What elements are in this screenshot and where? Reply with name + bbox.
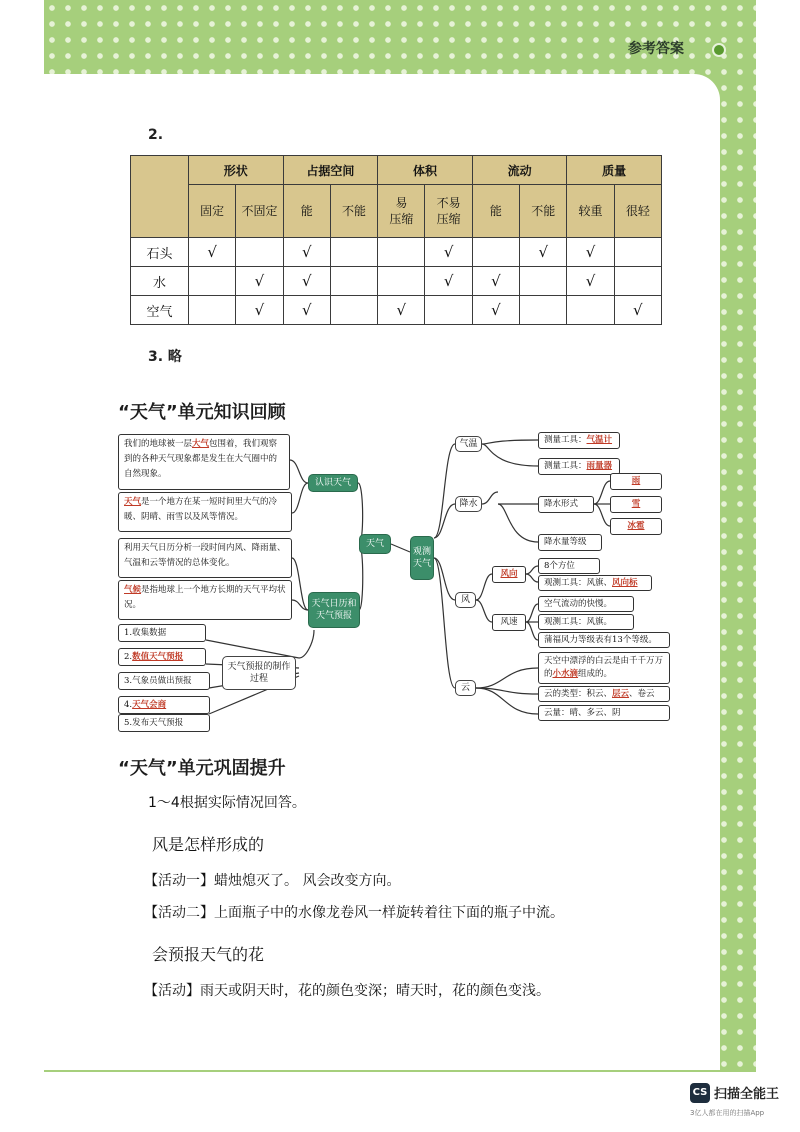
- header-title: 参考答案: [628, 41, 684, 57]
- group-header: 质量: [567, 156, 662, 185]
- answer-line-1: 1～4根据实际情况回答。: [148, 795, 306, 811]
- precipitation-node: 降水: [455, 496, 482, 512]
- header-dot-icon: [712, 43, 726, 57]
- check-cell: [472, 238, 519, 267]
- check-cell: [520, 296, 567, 325]
- sub-header: 易 压缩: [378, 185, 425, 238]
- table-row: [131, 296, 662, 325]
- properties-table: [130, 155, 662, 325]
- check-cell: √: [472, 296, 519, 325]
- activity-2: 【活动二】上面瓶子中的水像龙卷风一样旋转着往下面的瓶子中流。: [144, 905, 564, 921]
- sub-header: 不固定: [236, 185, 283, 238]
- table-corner: [131, 156, 189, 238]
- calendar-forecast-node: 天气日历和天气预报: [308, 592, 360, 628]
- check-cell: [614, 267, 661, 296]
- group-header: 流动: [472, 156, 567, 185]
- check-cell: √: [425, 267, 472, 296]
- atmosphere-box: 我们的地球被一层大气包围着，我们观察到的各种天气现象都是发生在大气圈中的自然现象。: [118, 434, 290, 490]
- check-cell: [330, 267, 377, 296]
- rain-form-hail: 冰雹: [610, 518, 662, 535]
- check-cell: √: [567, 238, 614, 267]
- activity-1: 【活动一】蜡烛熄灭了。 风会改变方向。: [144, 873, 401, 889]
- cloud-item: 云量：晴、多云、阴: [538, 705, 670, 721]
- observe-weather-node: 观测天气: [410, 536, 434, 580]
- forecast-step-5: 5.发布天气预报: [118, 714, 210, 732]
- subtitle-wind: 风是怎样形成的: [152, 835, 265, 854]
- check-cell: [520, 267, 567, 296]
- question-2-number: 2.: [148, 127, 164, 143]
- scanner-logo-icon: CS: [690, 1083, 710, 1103]
- row-header: 水: [131, 267, 189, 296]
- temperature-node: 气温: [455, 436, 482, 452]
- scanner-watermark-subtitle: 3亿人都在用的扫描App: [690, 1109, 765, 1117]
- group-header: 形状: [189, 156, 284, 185]
- sub-header: 不能: [330, 185, 377, 238]
- wind-speed-node: 风速: [492, 614, 526, 631]
- rain-tool-box: 测量工具：雨量器: [538, 458, 620, 475]
- wind-speed-item: 观测工具：风旗。: [538, 614, 634, 630]
- check-cell: [614, 238, 661, 267]
- check-cell: √: [520, 238, 567, 267]
- forecast-process-node: 天气预报的制作过程: [222, 656, 296, 690]
- group-header: 体积: [378, 156, 473, 185]
- check-cell: [236, 238, 283, 267]
- rain-form-snow: 雪: [610, 496, 662, 513]
- table-row: [131, 238, 662, 267]
- sub-header: 很轻: [614, 185, 661, 238]
- cloud-item: 天空中漂浮的白云是由千千万万的小水滴组成的。: [538, 652, 670, 684]
- wind-speed-item: 空气流动的快慢。: [538, 596, 634, 612]
- check-cell: √: [283, 267, 330, 296]
- forecast-step-1: 1.收集数据: [118, 624, 206, 642]
- row-header: 空气: [131, 296, 189, 325]
- question-3: 3. 略: [148, 349, 182, 365]
- check-cell: [330, 238, 377, 267]
- check-cell: [378, 267, 425, 296]
- sub-header: 固定: [189, 185, 236, 238]
- check-cell: √: [614, 296, 661, 325]
- know-weather-node: 认识天气: [308, 474, 358, 492]
- wind-speed-item: 蒲福风力等级表有13个等级。: [538, 632, 670, 648]
- check-cell: √: [425, 238, 472, 267]
- subtitle-flower: 会预报天气的花: [152, 945, 265, 964]
- cloud-node: 云: [455, 680, 476, 696]
- wind-dir-tool: 观测工具：风旗、风向标: [538, 575, 652, 591]
- sub-header: 能: [283, 185, 330, 238]
- consolidate-title: “天气”单元巩固提升: [118, 758, 286, 779]
- check-cell: [567, 296, 614, 325]
- row-header: 石头: [131, 238, 189, 267]
- sub-header: 不易 压缩: [425, 185, 472, 238]
- sub-header: 较重: [567, 185, 614, 238]
- wind-direction-node: 风向: [492, 566, 526, 583]
- review-title: “天气”单元知识回顾: [118, 402, 286, 423]
- weather-calendar-box: 利用天气日历分析一段时间内风、降雨量、气温和云等情况的总体变化。: [118, 538, 292, 578]
- check-cell: [189, 267, 236, 296]
- rain-level-box: 降水量等级: [538, 534, 602, 551]
- check-cell: √: [189, 238, 236, 267]
- sub-header: 能: [472, 185, 519, 238]
- forecast-step-4: 4.天气会商: [118, 696, 210, 714]
- check-cell: √: [567, 267, 614, 296]
- cloud-item: 云的类型：积云、层云、卷云: [538, 686, 670, 702]
- wind-dir-item: 8个方位: [538, 558, 600, 574]
- check-cell: [425, 296, 472, 325]
- forecast-step-2: 2.数值天气预报: [118, 648, 206, 666]
- rain-form-rain: 雨: [610, 473, 662, 490]
- table-row: [131, 267, 662, 296]
- check-cell: √: [472, 267, 519, 296]
- climate-box: 气候是指地球上一个地方长期的天气平均状况。: [118, 580, 292, 620]
- weather-def-box: 天气是一个地方在某一短时间里大气的冷暖、阴晴、雨雪以及风等情况。: [118, 492, 292, 532]
- temp-tool-box: 测量工具：气温计: [538, 432, 620, 449]
- check-cell: [378, 238, 425, 267]
- sub-header: 不能: [520, 185, 567, 238]
- wind-node: 风: [455, 592, 476, 608]
- check-cell: √: [283, 238, 330, 267]
- check-cell: [189, 296, 236, 325]
- check-cell: √: [283, 296, 330, 325]
- check-cell: [330, 296, 377, 325]
- rain-form-box: 降水形式: [538, 496, 594, 513]
- activity-3: 【活动】雨天或阴天时，花的颜色变深；晴天时，花的颜色变浅。: [144, 983, 550, 999]
- mind-map: [114, 428, 674, 728]
- check-cell: √: [236, 267, 283, 296]
- check-cell: √: [236, 296, 283, 325]
- scanner-watermark-title: 扫描全能王: [714, 1087, 780, 1102]
- group-header: 占据空间: [283, 156, 378, 185]
- forecast-step-3: 3.气象员做出预报: [118, 672, 210, 690]
- center-weather-node: 天气: [359, 534, 391, 554]
- check-cell: √: [378, 296, 425, 325]
